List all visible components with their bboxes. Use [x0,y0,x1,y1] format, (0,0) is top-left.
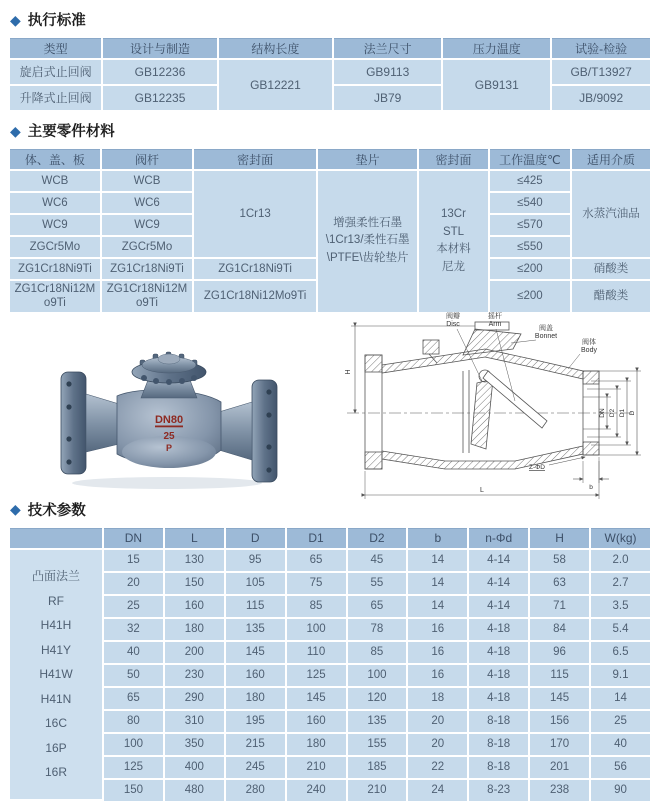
valve-diagram [330,309,652,505]
table-cell: 65 [287,550,346,571]
table-row [10,60,650,84]
table-cell: 25 [104,596,163,617]
table-cell: 18 [408,688,467,709]
table-cell: 180 [287,734,346,755]
table-cell: 160 [287,711,346,732]
tech-table-row [104,757,650,778]
column-header: n-Φd [469,528,528,548]
seal2-line: 13Cr [441,207,466,220]
valve-shadow [72,477,262,489]
table-cell: WC6 [10,193,100,213]
table-cell: 15 [104,550,163,571]
column-header: DN [104,528,163,548]
table-cell: 145 [287,688,346,709]
table-cell: 310 [165,711,224,732]
table-cell: 65 [348,596,407,617]
table-cell: 245 [226,757,285,778]
diagram-label-body-zh: 阀体 [582,338,596,346]
row-label-line: 16P [45,740,67,755]
table-cell: 硝酸类 [572,259,650,279]
table-cell: 156 [530,711,589,732]
table-cell: 290 [165,688,224,709]
table-cell: 100 [104,734,163,755]
standards-table [8,36,652,112]
table-cell: ≤200 [490,259,570,279]
tech-table-row [104,688,650,709]
table-cell: ≤550 [490,237,570,257]
diamond-bullet-icon: ◆ [10,122,21,139]
dim-DN: DN [599,408,606,418]
table-cell: 84 [530,619,589,640]
tech-table-row [104,734,650,755]
dim-ZPhiD: Z-ΦD [528,463,546,471]
section-title-text: 主要零件材料 [27,124,115,140]
table-cell: GB/T13927 [552,60,650,84]
seal2-line: STL [442,225,465,238]
table-cell: ZG1Cr18Ni12Mo9Ti [10,281,100,312]
column-header: 适用介质 [572,149,650,169]
table-cell: 2.0 [591,550,650,571]
table-cell: 125 [287,665,346,686]
table-row [10,171,650,191]
table-cell: 6.5 [591,642,650,663]
table-cell: 32 [104,619,163,640]
table-cell: JB/9092 [552,86,650,110]
bonnet-dome [158,354,180,364]
tech-table-row [104,550,650,571]
diagram-body-bottom-wall [382,446,583,469]
seal2-line: 尼龙 [441,261,465,274]
diamond-bullet-icon: ◆ [10,501,21,518]
table-cell: 4-14 [469,596,528,617]
gasket-line: 增强柔性石墨 [333,216,403,229]
table-cell: 14 [408,573,467,594]
table-cell: 400 [165,757,224,778]
row-label-line: H41W [39,667,73,681]
table-cell: 1Cr13 [194,171,316,257]
table-cell: 45 [348,550,407,571]
table-cell: 195 [226,711,285,732]
diagram-label-arm-zh: 摇杆 [488,312,502,320]
column-header: H [530,528,589,548]
table-cell: 40 [104,642,163,663]
section-title-text: 执行标准 [27,13,86,29]
diagram-disc [471,379,493,449]
row-label-line: RF [48,593,64,608]
table-cell: 16 [408,665,467,686]
column-header: 阀杆 [102,149,192,169]
table-cell: 25 [591,711,650,732]
table-cell: 201 [530,757,589,778]
column-header: 试验-检验 [552,38,650,58]
diagram-bonnet [463,329,521,355]
diagram-label-disc-zh: 阀瓣 [446,312,460,320]
materials-table [8,147,652,314]
table-cell: 90 [591,780,650,801]
table-cell: 160 [226,665,285,686]
column-header: 法兰尺寸 [334,38,441,58]
table-cell: 旋启式止回阀 [10,60,101,84]
table-cell: 4-18 [469,642,528,663]
column-header: 设计与制造 [103,38,216,58]
tech-corner-cell [10,528,102,548]
column-header: D2 [348,528,407,548]
table-cell: 215 [226,734,285,755]
table-cell: ZG1Cr18Ni9Ti [194,259,316,279]
marking-arrow: P [165,442,173,453]
column-header: 体、盖、板 [10,149,100,169]
table-cell: 14 [591,688,650,709]
column-header: 密封面 [194,149,316,169]
table-cell: 135 [226,619,285,640]
table-cell-gasket [318,171,417,312]
table-cell: GB12235 [103,86,216,110]
table-cell: 9.1 [591,665,650,686]
tech-left-column [8,526,102,803]
table-cell: 14 [408,550,467,571]
diagram-arm [483,371,547,428]
table-cell: 160 [165,596,224,617]
table-cell: 5.4 [591,619,650,640]
tech-table-row [104,780,650,801]
table-cell: 180 [165,619,224,640]
table-cell: 4-18 [469,688,528,709]
table-cell: ZGCr5Mo [10,237,100,257]
diamond-bullet-icon: ◆ [10,11,21,28]
table-cell: GB9131 [443,60,550,110]
row-label-line: 16R [44,765,67,779]
diagram-body-top-wall [382,349,583,379]
table-cell: WC9 [102,215,192,235]
column-header: 结构长度 [219,38,332,58]
table-cell: 170 [530,734,589,755]
table-cell: 115 [530,665,589,686]
diagram-label-bonnet-en: Bonnet [534,332,558,340]
table-cell: 130 [165,550,224,571]
dim-L: L [480,486,484,494]
table-cell: 20 [408,734,467,755]
row-label-line: 16C [44,716,67,730]
table-cell: 4-18 [469,619,528,640]
tech-row-group-label [10,550,102,799]
table-cell: 醋酸类 [572,281,650,312]
marking-dn: DN80 [154,413,184,426]
dim-D1: D1 [619,408,626,417]
table-cell: 2.7 [591,573,650,594]
table-cell: 105 [226,573,285,594]
table-cell: 96 [530,642,589,663]
tech-table-row [104,619,650,640]
standards-section-title [10,9,652,30]
tech-table-row [104,711,650,732]
tech-table-row [104,573,650,594]
table-cell: 210 [287,757,346,778]
table-cell: 71 [530,596,589,617]
table-cell-seal2 [419,171,487,312]
table-cell: ≤200 [490,281,570,312]
table-cell: 8-18 [469,734,528,755]
diagram-plug [423,340,439,354]
table-cell: 480 [165,780,224,801]
dim-b: b [589,483,593,491]
table-cell: ZG1Cr18Ni9Ti [10,259,100,279]
table-cell: 50 [104,665,163,686]
materials-section-title [10,120,652,141]
table-cell: 20 [408,711,467,732]
table-cell: 280 [226,780,285,801]
table-cell: 85 [348,642,407,663]
table-cell: 78 [348,619,407,640]
figures-row [8,312,652,496]
dim-D2: D2 [609,408,616,417]
table-cell: 180 [226,688,285,709]
table-cell: 185 [348,757,407,778]
table-cell: 150 [165,573,224,594]
diagram-label-bonnet-zh: 阀盖 [539,324,553,332]
column-header: 垫片 [318,149,417,169]
table-cell: ≤540 [490,193,570,213]
column-header: D [226,528,285,548]
table-cell: ≤425 [490,171,570,191]
table-cell: WCB [102,171,192,191]
diagram-label-body-en: Body [581,346,597,354]
table-cell: 8-23 [469,780,528,801]
table-cell: ≤570 [490,215,570,235]
table-cell: 200 [165,642,224,663]
table-cell: 58 [530,550,589,571]
table-cell: 20 [104,573,163,594]
column-header: W(kg) [591,528,650,548]
table-cell: 4-18 [469,665,528,686]
table-cell: WC6 [102,193,192,213]
flange-left [61,372,86,474]
table-cell: 4-14 [469,550,528,571]
table-cell: 155 [348,734,407,755]
table-cell: 4-14 [469,573,528,594]
valve-photo-svg [53,322,285,492]
table-cell: 120 [348,688,407,709]
tech-table [102,526,652,803]
table-cell: ZG1Cr18Ni9Ti [102,259,192,279]
marking-pn: 25 [163,430,175,442]
valve-diagram-svg [335,309,647,505]
column-header: 工作温度℃ [490,149,570,169]
table-cell: 135 [348,711,407,732]
table-cell: 16 [408,642,467,663]
table-cell: 210 [348,780,407,801]
table-cell: 125 [104,757,163,778]
table-cell: 350 [165,734,224,755]
table-cell: 100 [287,619,346,640]
seal2-line: 本材料 [436,243,471,256]
table-cell: 80 [104,711,163,732]
table-cell: WCB [10,171,100,191]
tech-table-row [104,642,650,663]
table-cell: 150 [104,780,163,801]
table-cell: 110 [287,642,346,663]
table-cell: GB12221 [219,60,332,110]
tech-table-row [104,665,650,686]
table-cell: 8-18 [469,757,528,778]
tech-table-row [104,596,650,617]
table-cell: JB79 [334,86,441,110]
column-header: b [408,528,467,548]
table-cell: 22 [408,757,467,778]
table-cell: 230 [165,665,224,686]
tech-header-row [104,528,650,548]
table-cell: 95 [226,550,285,571]
column-header: L [165,528,224,548]
table-cell: 145 [530,688,589,709]
diagram-label-arm-en: Arm [488,320,502,328]
table-cell: ZG1Cr18Ni12Mo9Ti [194,281,316,312]
table-cell: ZG1Cr18Ni12Mo9Ti [102,281,192,312]
row-label-line: H41Y [40,642,72,657]
table-cell: 16 [408,619,467,640]
materials-header-row [10,149,650,169]
table-cell: 240 [287,780,346,801]
table-cell: 63 [530,573,589,594]
table-cell: 3.5 [591,596,650,617]
table-cell: 24 [408,780,467,801]
row-label-line: H41H [40,618,72,632]
table-cell: GB12236 [103,60,216,84]
standards-header-row [10,38,650,58]
table-cell: 14 [408,596,467,617]
gasket-line: \1Cr13/柔性石墨 [325,234,410,247]
flange-right [252,380,277,482]
valve-photo [8,322,330,492]
neck-right [219,402,252,460]
column-header: 类型 [10,38,101,58]
diagram-label-disc-en: Disc [446,320,460,328]
table-cell: 115 [226,596,285,617]
column-header: D1 [287,528,346,548]
section-title-text: 技术参数 [27,502,86,519]
table-cell: 238 [530,780,589,801]
table-cell: 100 [348,665,407,686]
table-cell: 55 [348,573,407,594]
dim-D: D [629,410,636,416]
neck-left [86,394,119,452]
column-header: 密封面 [419,149,487,169]
dim-H: H [345,369,352,375]
row-label-line: 凸面法兰 [31,569,80,583]
table-cell: 40 [591,734,650,755]
table-cell: 85 [287,596,346,617]
table-cell: 75 [287,573,346,594]
table-cell: ZGCr5Mo [102,237,192,257]
table-cell: 65 [104,688,163,709]
table-cell: 水蒸汽油品 [572,171,650,257]
row-label-line: H41N [40,691,72,706]
table-cell: 56 [591,757,650,778]
table-cell: 升降式止回阀 [10,86,101,110]
table-cell: GB9113 [334,60,441,84]
column-header: 压力温度 [443,38,550,58]
table-cell: 8-18 [469,711,528,732]
table-cell: WC9 [10,215,100,235]
gasket-line: \PTFE\齿轮垫片 [326,252,409,265]
tech-params-table [8,526,652,803]
table-cell: 145 [226,642,285,663]
